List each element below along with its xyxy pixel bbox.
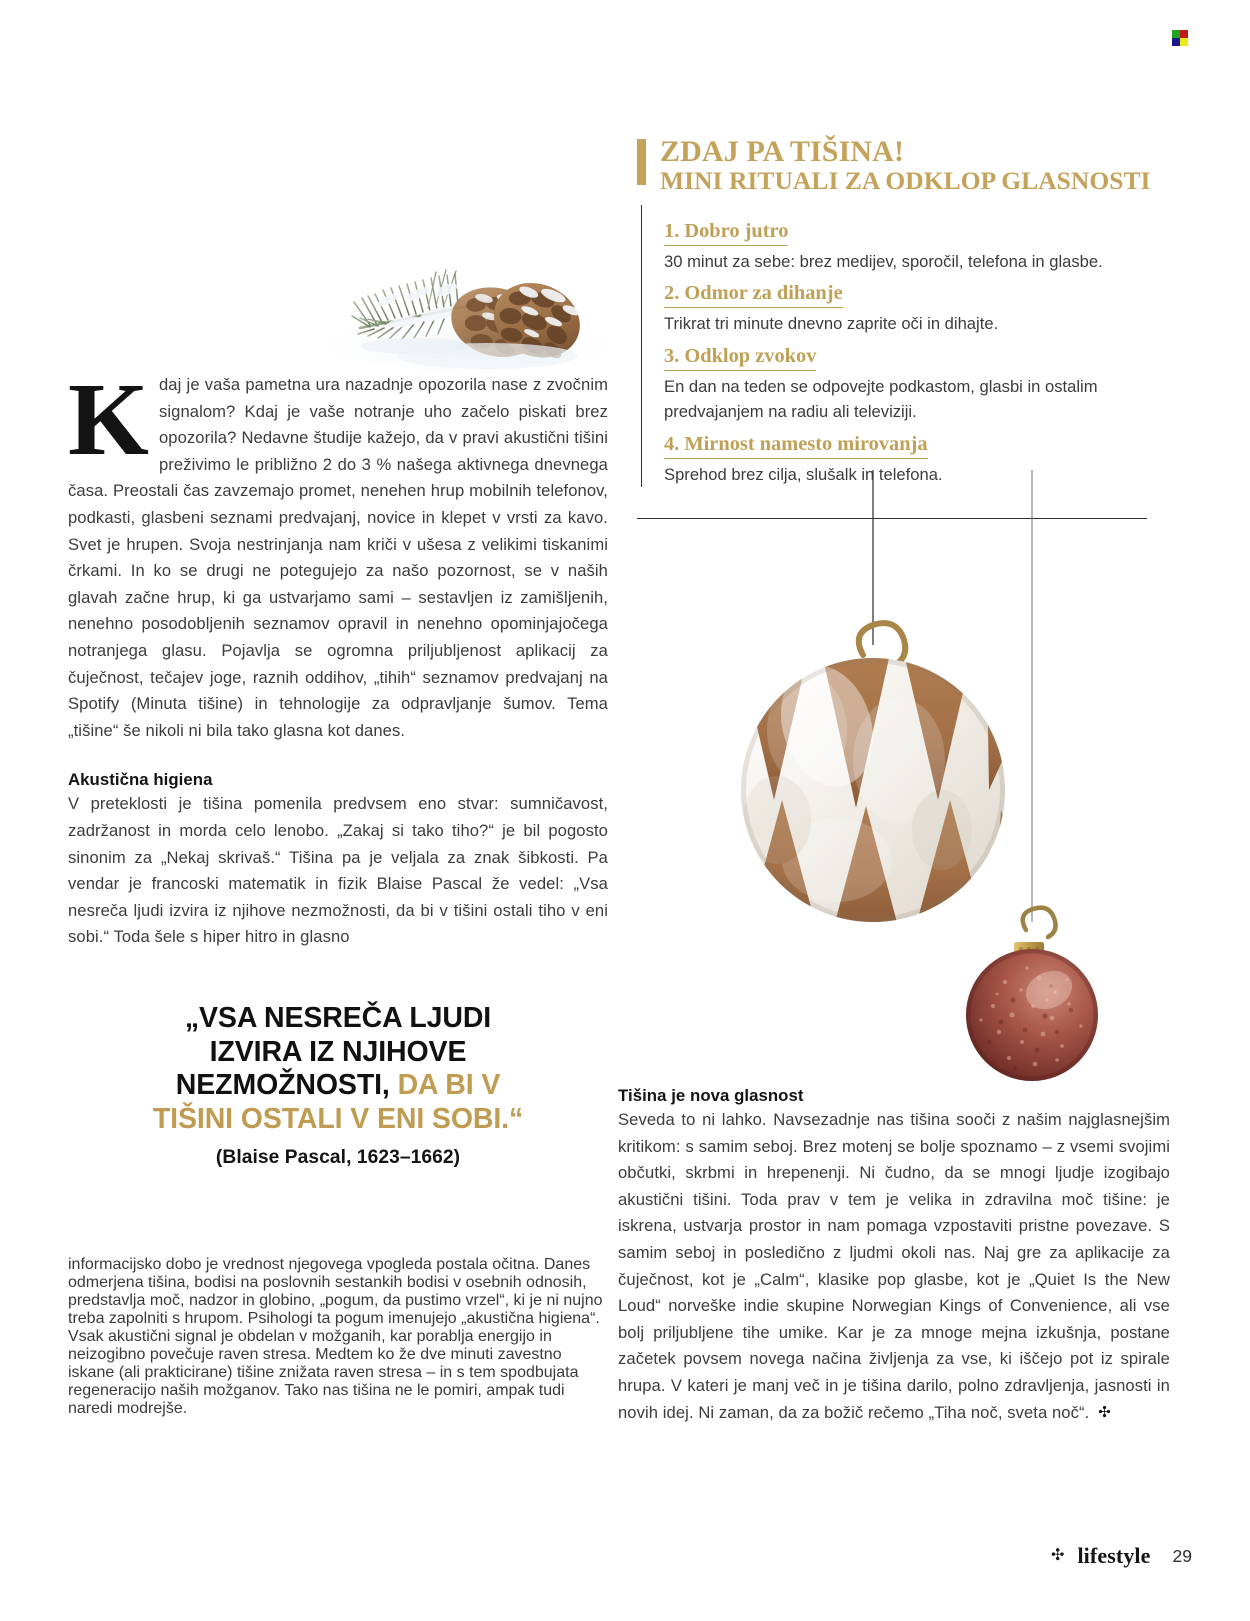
pull-quote-line-1: „VSA NESREČA LJUDI [184,1002,492,1034]
article-left-column-continued [68,1240,608,1434]
swatch-blue [1172,38,1180,46]
end-of-article-marker: ✣ [1098,1403,1111,1421]
ritual-text: 30 minut za sebe: brez medijev, sporočil, telefona in glasbe. [664,252,1103,271]
swatch-green [1172,30,1180,38]
ritual-item [664,219,1147,274]
ritual-item [664,344,1147,425]
ritual-title: 3. Odklop zvokov [664,344,816,371]
small-bauble [966,908,1098,1081]
sidebar-accent-bar [637,139,646,185]
sidebar-title: ZDAJ PA TIŠINA! [660,135,905,168]
ritual-text: Trikrat tri minute dnevno zaprite oči in dihajte. [664,314,999,334]
article-left-column [68,362,608,951]
snowy-pinecone-illustration [318,228,618,380]
page-footer [0,1543,1192,1569]
rituals-sidebar [637,135,1151,519]
pull-quote-attribution: (Blaise Pascal, 1623–1662) [215,1147,461,1168]
intro-paragraph-text: daj je vaša pametna ura nazadnje opozorila nase z zvočnim signalom? Kdaj je vaše notranje uho začelo piskati brez opozorila? Nedavne študije kažejo, da v pravi akustični tišini preživimo le približno 2 do 3 % našega aktivnega dnevnega časa. Preostali čas zavzemajo promet, nenehen hrup mobilnih telefonov, podkasti, glasbeni seznami predvajanj, novice in klepet v vrsti za kavo. Svet je hrupen. Svoja nestrinjanja nam kriči v ušesa z velikimi tiskanimi črkami. In ko se drugi ne potegujejo za našo pozornost, se v naših glavah začne hrup, ki ga ustvarjamo sami – sestavljen iz zamišljenih, nenehno posodobljenih seznamov opravil in nenehno opominjajočega notranjega glasu. Pojavlja se ogromna priljubljenost aplikacij za čuječnost, tečajev joge, raznih oddihov, „tihih“ seznamov predvajanj na Spotify (Minuta tišine) in tehnologije za odpravljanje šumov. Tema „tišine“ še nikoli ni bila tako glasna kot danes. [68,375,608,740]
footer-star-icon: ✣ [1051,1547,1065,1564]
pull-quote-line-3-black: NEZMOŽNOSTI, [175,1069,390,1101]
pull-quote-line-3-gold: DA BI V [397,1069,501,1101]
drop-cap: K [68,362,149,477]
print-registration-swatch [1172,30,1188,46]
sidebar-subtitle: MINI RITUALI ZA ODKLOP GLASNOSTI [660,166,1151,195]
pull-quote-line-4: TIŠINI OSTALI V ENI SOBI.“ [152,1102,524,1135]
swatch-yellow [1180,38,1188,46]
ritual-title: 2. Odmor za dihanje [664,281,843,308]
intro-paragraph [68,362,608,744]
ritual-title: 1. Dobro jutro [664,219,788,246]
continued-paragraph: informacijsko dobo je vrednost njegovega vpogleda postala očitna. Danes odmerjena tišina, bodisi na poslovnih sestankih bodisi v osebnih odnosih, predstavlja moč, nadzor in globino, „pogum, da pustimo vrzel“, ki je ni nujno treba zapolniti s hrupom. Psihologi ta pogum imenujejo „akustična higiena“. Vsak akustični signal je obdelan v možganih, kar porablja energijo in neizogibno povečuje raven stresa. Medtem ko že dve minuti zavestno iskane (ali prakticirane) tišine znižata raven stresa – in s tem spodbujata regeneracijo naših možganov. Tako nas tišina ne le pomiri, ampak tudi naredi modrejše. [68,1256,603,1417]
section-one-paragraph: V preteklosti je tišina pomenila predvsem eno stvar: sumničavost, zadržanost in morda celo lenobo. „Zakaj si tako tiho?“ je bil pogosto sinonim za „Nekaj skrivaš.“ Tišina pa je veljala za znak šibkosti. Pa vendar je francoski matematik in fizik Blaise Pascal že vedel: „Vsa nesreča ljudi izvira iz njihove nezmožnosti, da bi v tišini ostali tiho v eni sobi.“ Toda šele s hiper hitro in glasno [68,794,608,947]
ritual-title: 4. Mirnost namesto mirovanja [664,432,928,459]
sidebar-rituals-list [641,205,1147,487]
swatch-red [1180,30,1188,38]
section-heading-tisina-je-nova-glasnost: Tišina je nova glasnost [618,1086,804,1105]
large-bauble [697,623,1037,930]
sidebar-header [637,135,1151,195]
sidebar-title-group [660,136,1151,195]
christmas-baubles-illustration [637,470,1157,1090]
ritual-text: Sprehod brez cilja, slušalk in telefona. [664,464,943,484]
ritual-text: En dan na teden se odpovejte podkastom, glasbi in ostalim predvajanjem na radiu ali televiziji. [664,376,1098,422]
pull-quote-text [68,1002,608,1136]
pull-quote-line-2: IZVIRA IZ NJIHOVE [209,1035,467,1068]
pull-quote-line-3 [68,1069,608,1103]
section-two-paragraph-text: Seveda to ni lahko. Navsezadnje nas tišina sooči z našim najglasnejšim kritikom: s samim seboj. Brez motenj se bolje spoznamo – z vsemi svojimi občutki, skrbmi in hrepenenji. Ni čudno, da se mnogi ljudje izogibajo akustični tišini. Toda prav v tem je velika in zdravilna moč tišine: je iskrena, ustvarja prostor in nam pomaga vzpostaviti pristne povezave. S samim seboj in posledično z ljudmi okoli nas. Naj gre za aplikacije za čuječnost, kot je „Calm“, klasike pop glasbe, kot je „Quiet Is the New Loud“ norveške indie skupine Norwegian Kings of Convenience, ali vse bolj priljubljene tihe umike. Kar je za mnoge mejna izkušnja, postane začetek povsem novega načina življenja za vse, ki iščejo pot iz spirale hrupa. V kateri je manj več in je tišina darilo, polno zdravljenja, jasnosti in novih idej. Ni zaman, da za božič rečemo „Tiha noč, sveta noč“. [618,1110,1170,1422]
pull-quote [68,1002,608,1169]
footer-brand: lifestyle [1077,1543,1151,1568]
article-right-column [618,1086,1170,1427]
page-number: 29 [1172,1545,1192,1566]
section-heading-akusticna-higiena: Akustična higiena [68,770,213,790]
ritual-item [664,281,1147,336]
section-two-paragraph [618,1107,1170,1427]
